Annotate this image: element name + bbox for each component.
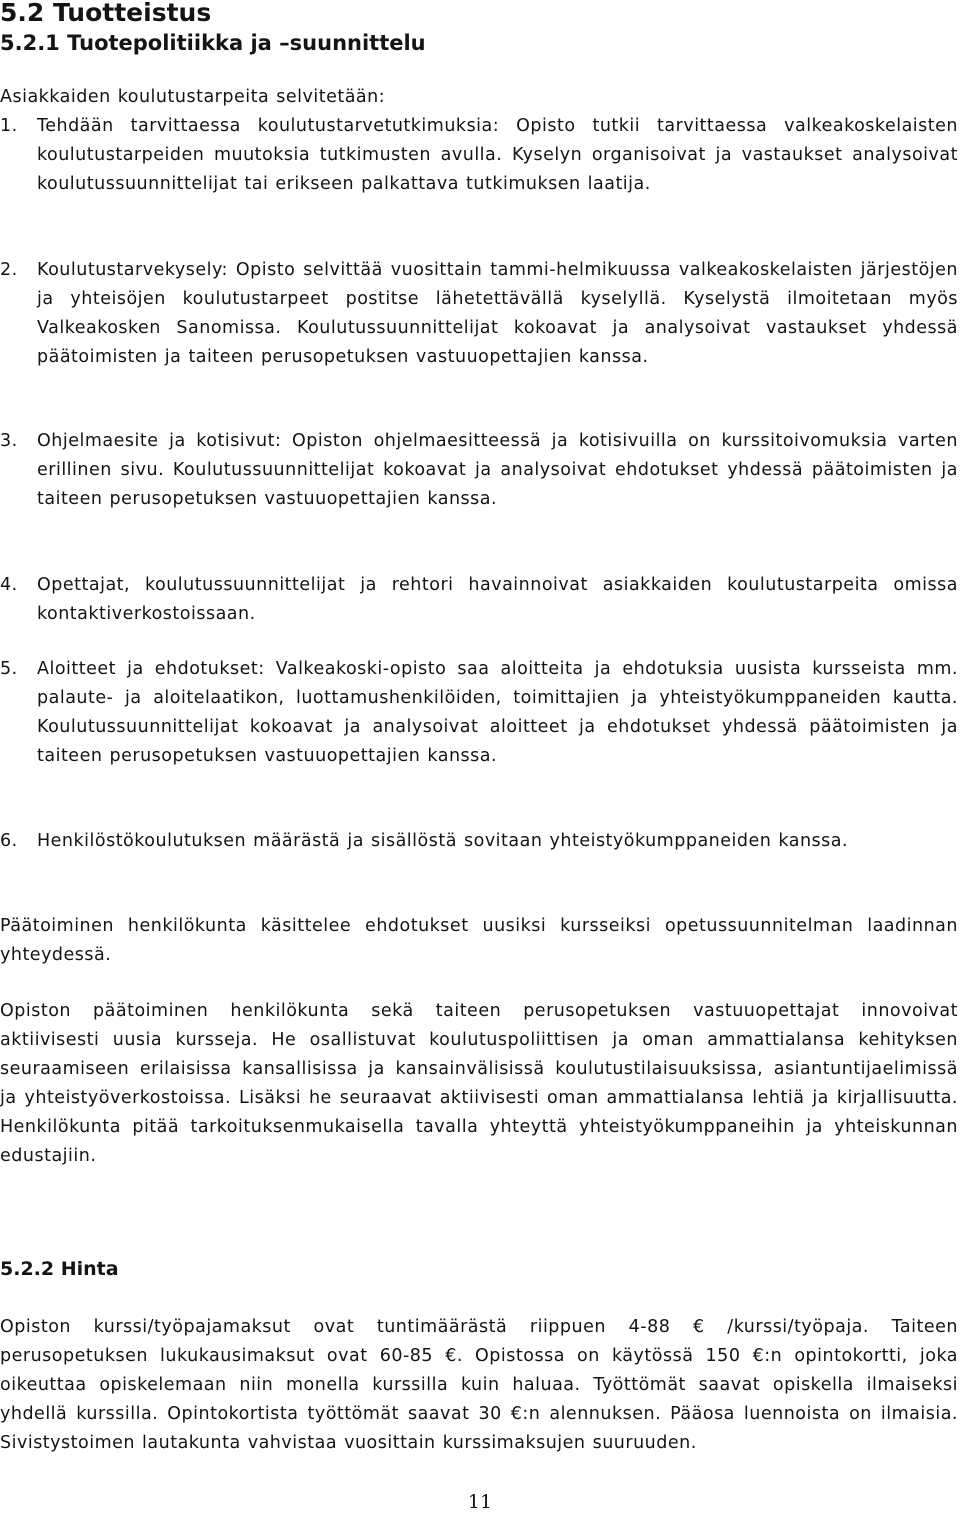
- list-number: 5.: [0, 659, 18, 679]
- list-number: 1.: [0, 116, 18, 136]
- section-heading: 5.2 Tuotteistus: [0, 0, 212, 27]
- list-number: 6.: [0, 831, 18, 851]
- list-number: 4.: [0, 575, 18, 595]
- list-item-text: Tehdään tarvittaessa koulutustarvetutkimuksia: Opisto tutkii tarvittaessa valkeakoskelaisten koulutustarpeiden muutoksia tutkimusten avulla. Kyselyn organisoivat ja vastaukset analysoivat koulutussuunnittelijat tai erikseen palkattava tutkimuksen laatija.: [37, 116, 958, 194]
- list-number: 3.: [0, 431, 18, 451]
- price-heading: 5.2.2 Hinta: [0, 1258, 119, 1280]
- list-item-5: [0, 655, 958, 771]
- list-item-text: Aloitteet ja ehdotukset: Valkeakoski-opisto saa aloitteita ja ehdotuksia uusista kursseista mm. palaute- ja aloitelaatikon, luottamushenkilöiden, toimittajien ja yhteistyökumppaneiden kautta. Koulutussuunnittelijat kokoavat ja analysoivat aloitteet ja ehdotukset yhdessä päätoimisten ja taiteen perusopetuksen vastuuopettajien kanssa.: [37, 659, 958, 766]
- paragraph-staff: Päätoiminen henkilökunta käsittelee ehdotukset uusiksi kursseiksi opetussuunnitelman laadinnan yhteydessä.: [0, 916, 958, 965]
- page-number: 11: [467, 1491, 493, 1513]
- list-item-1: [0, 112, 958, 199]
- intro-text: Asiakkaiden koulutustarpeita selvitetään:: [0, 87, 386, 107]
- list-item-text: Opettajat, koulutussuunnittelijat ja rehtori havainnoivat asiakkaiden koulutustarpeita omissa kontaktiverkostoissaan.: [37, 575, 958, 624]
- list-item-text: Koulutustarvekysely: Opisto selvittää vuosittain tammi-helmikuussa valkeakoskelaisten järjestöjen ja yhteisöjen koulutustarpeet postitse lähetettävällä kyselyllä. Kyselystä ilmoitetaan myös Valkeakosken Sanomissa. Koulutussuunnittelijat kokoavat ja analysoivat vastaukset yhdessä päätoimisten ja taiteen perusopetuksen vastuuopettajien kanssa.: [37, 260, 958, 367]
- paragraph-price: Opiston kurssi/työpajamaksut ovat tuntimäärästä riippuen 4-88 € /kurssi/työpaja. Taiteen perusopetuksen lukukausimaksut ovat 60-85 €. Opistossa on käytössä 150 €:n opintokortti, joka oikeuttaa opiskelemaan niin monella kurssilla kuin haluaa. Työttömät saavat opiskella ilmaiseksi yhdellä kurssilla. Opintokortista työttömät saavat 30 €:n alennuksen. Pääosa luennoista on ilmaisia. Sivistystoimen lautakunta vahvistaa vuosittain kurssimaksujen suuruuden.: [0, 1317, 958, 1453]
- list-item-4: [0, 571, 958, 629]
- list-item-2: [0, 256, 958, 372]
- subsection-heading: 5.2.1 Tuotepolitiikka ja –suunnittelu: [0, 31, 426, 55]
- list-number: 2.: [0, 260, 18, 280]
- list-item-text: Henkilöstökoulutuksen määrästä ja sisällöstä sovitaan yhteistyökumppaneiden kanssa.: [37, 831, 849, 851]
- list-item-3: [0, 427, 958, 514]
- list-item-text: Ohjelmaesite ja kotisivut: Opiston ohjelmaesitteessä ja kotisivuilla on kurssitoivomuksia varten erillinen sivu. Koulutussuunnittelijat kokoavat ja analysoivat ehdotukset yhdessä päätoimisten ja taiteen perusopetuksen vastuuopettajien kanssa.: [37, 431, 958, 509]
- list-item-6: [0, 827, 958, 856]
- paragraph-innovation: Opiston päätoiminen henkilökunta sekä taiteen perusopetuksen vastuuopettajat innovoivat aktiivisesti uusia kursseja. He osallistuvat koulutuspoliittisen ja oman ammattialansa kehityksen seuraamiseen erilaisissa kansallisissa ja kansainvälisissä koulutustilaisuuksissa, asiantuntijaelimissä ja yhteistyöverkostoissa. Lisäksi he seuraavat aktiivisesti oman ammattialansa lehtiä ja kirjallisuutta. Henkilökunta pitää tarkoituksenmukaisella tavalla yhteyttä yhteistyökumppaneihin ja yhteiskunnan edustajiin.: [0, 1001, 958, 1166]
